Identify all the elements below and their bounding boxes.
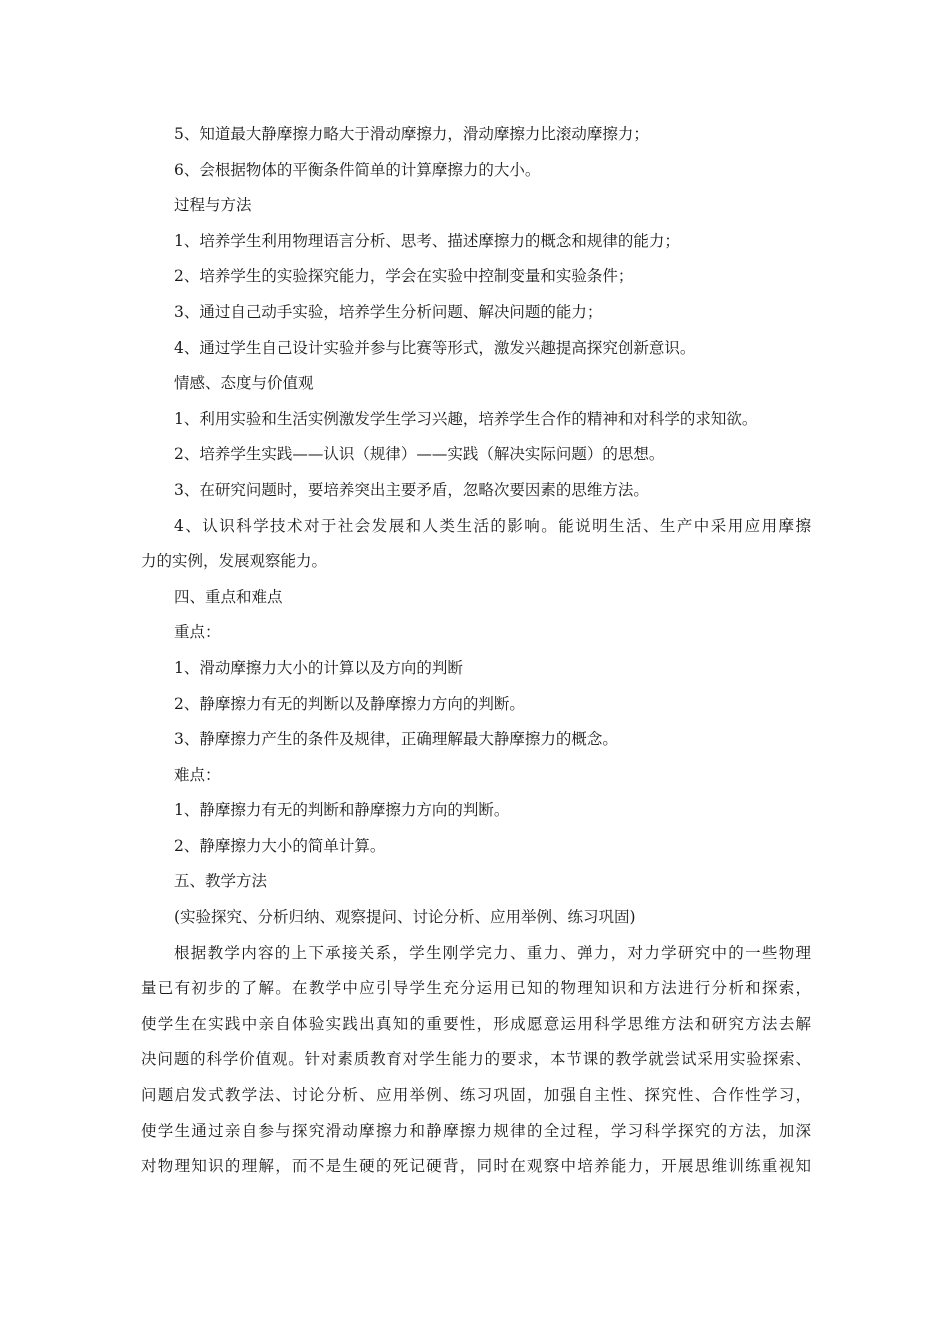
text-line: 难点： xyxy=(174,765,221,784)
text-line: 1、滑动摩擦力大小的计算以及方向的判断 xyxy=(174,658,463,677)
text-line: 6、会根据物体的平衡条件简单的计算摩擦力的大小。 xyxy=(174,160,541,179)
text-line: 3、通过自己动手实验，培养学生分析问题、解决问题的能力； xyxy=(174,302,603,321)
text-line: 1、培养学生利用物理语言分析、思考、描述摩擦力的概念和规律的能力； xyxy=(174,231,680,250)
text-line: 决问题的科学价值观。针对素质教育对学生能力的要求，本节课的教学就尝试采用实验探索、 xyxy=(141,1050,811,1069)
text-line: 4、通过学生自己设计实验并参与比赛等形式，激发兴趣提高探究创新意识。 xyxy=(174,338,696,357)
text-line: 使学生通过亲自参与探究滑动摩擦力和静摩擦力规律的全过程，学习科学探究的方法，加深 xyxy=(141,1121,811,1140)
text-line: 四、重点和难点 xyxy=(174,587,283,606)
text-line: 2、培养学生实践——认识（规律）——实践（解决实际问题）的思想。 xyxy=(174,445,665,464)
text-line: 1、利用实验和生活实例激发学生学习兴趣，培养学生合作的精神和对科学的求知欲。 xyxy=(174,409,758,428)
text-line: 根据教学内容的上下承接关系，学生刚学完力、重力、弹力，对力学研究中的一些物理 xyxy=(174,943,811,962)
text-line: 力的实例，发展观察能力。 xyxy=(141,552,328,571)
text-line: 4、认识科学技术对于社会发展和人类生活的影响。能说明生活、生产中采用应用摩擦 xyxy=(174,516,811,535)
text-line: 1、静摩擦力有无的判断和静摩擦力方向的判断。 xyxy=(174,801,510,820)
text-line: 3、静摩擦力产生的条件及规律，正确理解最大静摩擦力的概念。 xyxy=(174,730,618,749)
text-line: 对物理知识的理解，而不是生硬的死记硬背，同时在观察中培养能力，开展思维训练重视知 xyxy=(141,1157,811,1176)
text-line: 五、教学方法 xyxy=(174,872,268,891)
text-line: 2、静摩擦力有无的判断以及静摩擦力方向的判断。 xyxy=(174,694,525,713)
text-line: 情感、态度与价值观 xyxy=(174,374,314,393)
text-line: 过程与方法 xyxy=(174,196,252,215)
document-body xyxy=(141,117,811,1185)
text-line: 5、知道最大静摩擦力略大于滑动摩擦力，滑动摩擦力比滚动摩擦力； xyxy=(174,125,649,143)
text-line: 使学生在实践中亲自体验实践出真知的重要性，形成愿意运用科学思维方法和研究方法去解 xyxy=(141,1014,811,1033)
text-line: (实验探究、分析归纳、观察提问、讨论分析、应用举例、练习巩固) xyxy=(174,908,636,927)
text-line: 2、培养学生的实验探究能力，学会在实验中控制变量和实验条件； xyxy=(174,267,634,286)
text-line: 重点： xyxy=(174,623,221,642)
text-line: 量已有初步的了解。在教学中应引导学生充分运用已知的物理知识和方法进行分析和探索， xyxy=(141,979,811,998)
text-line: 3、在研究问题时，要培养突出主要矛盾，忽略次要因素的思维方法。 xyxy=(174,480,649,499)
text-line: 问题启发式教学法、讨论分析、应用举例、练习巩固，加强自主性、探究性、合作性学习， xyxy=(141,1086,811,1105)
text-line: 2、静摩擦力大小的简单计算。 xyxy=(174,836,386,855)
